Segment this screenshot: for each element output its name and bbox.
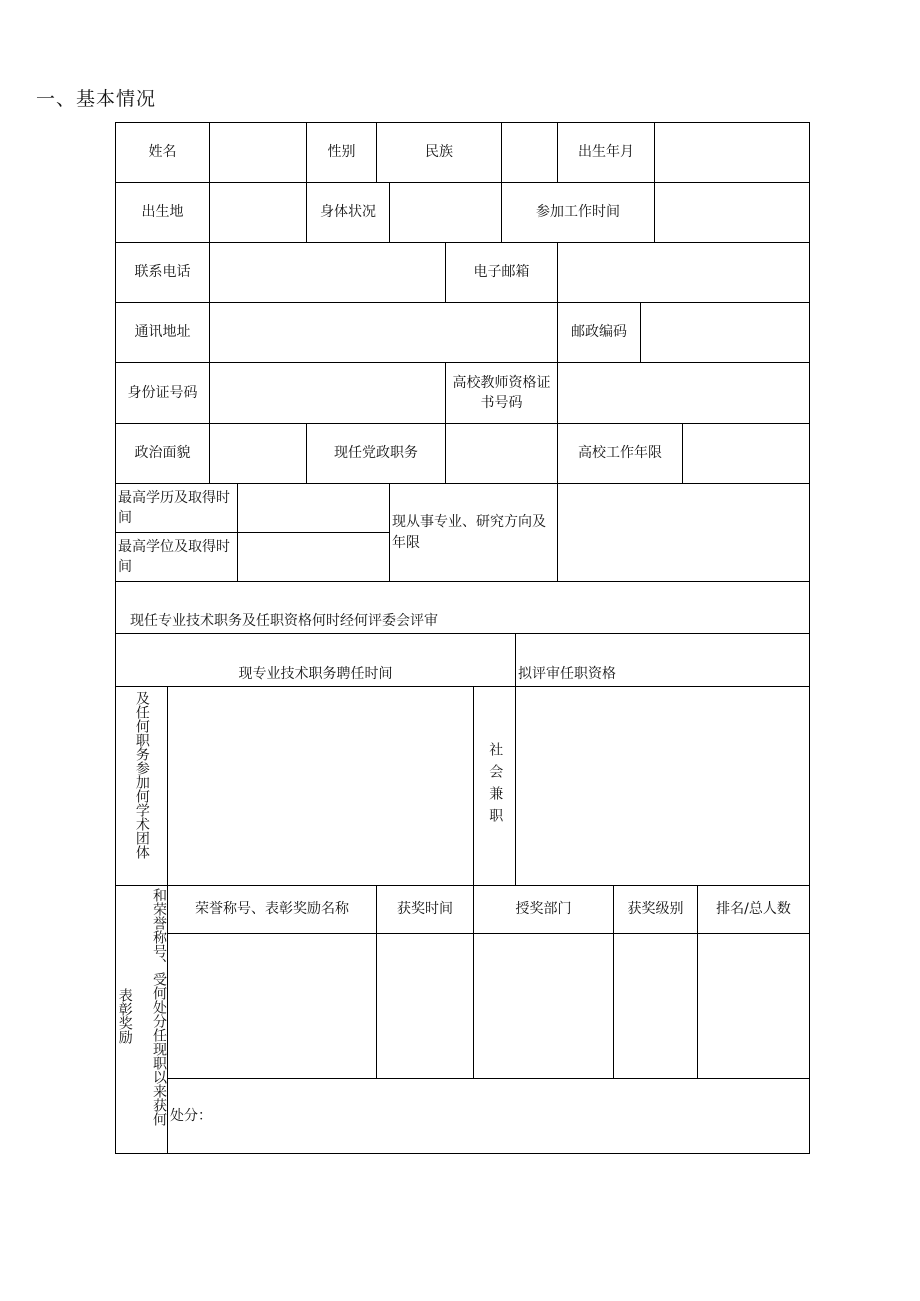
birthplace-label: 出生地	[115, 182, 210, 243]
awards-dept-field[interactable]	[473, 933, 614, 1079]
phone-field[interactable]	[209, 242, 446, 303]
social-post-field[interactable]	[515, 686, 810, 886]
specialty-field[interactable]	[557, 483, 810, 582]
education-label: 最高学历及取得时间	[115, 483, 238, 533]
college-years-label: 高校工作年限	[557, 423, 683, 484]
name-label: 姓名	[115, 122, 210, 183]
postcode-field[interactable]	[640, 302, 810, 363]
awards-header-level: 获奖级别	[613, 885, 698, 934]
teacher-cert-field[interactable]	[557, 362, 810, 424]
id-number-label: 身份证号码	[115, 362, 210, 424]
id-number-field[interactable]	[209, 362, 446, 424]
party-post-label: 现任党政职务	[306, 423, 446, 484]
awards-level-field[interactable]	[613, 933, 698, 1079]
proposed-qualification-label: 拟评审任职资格	[515, 633, 810, 687]
address-field[interactable]	[209, 302, 558, 363]
gender-label: 性别	[306, 122, 377, 183]
awards-header-rank: 排名/总人数	[697, 885, 810, 934]
current-title-label: 现任专业技术职务及任职资格何时经何评委会评审	[115, 581, 810, 634]
punishment-label: 处分：	[170, 1107, 212, 1124]
punishment-field[interactable]	[167, 1078, 810, 1154]
college-years-field[interactable]	[682, 423, 810, 484]
email-field[interactable]	[557, 242, 810, 303]
birth-date-label: 出生年月	[557, 122, 655, 183]
awards-side-label	[115, 885, 168, 1154]
work-start-field[interactable]	[654, 182, 810, 243]
appoint-time-label: 现专业技术职务聘任时间	[115, 633, 516, 687]
degree-field[interactable]	[237, 532, 390, 582]
political-label: 政治面貌	[115, 423, 210, 484]
awards-time-field[interactable]	[376, 933, 474, 1079]
birthplace-field[interactable]	[209, 182, 307, 243]
postcode-label: 邮政编码	[557, 302, 641, 363]
awards-rank-field[interactable]	[697, 933, 810, 1079]
teacher-cert-label: 高校教师资格证书号码	[445, 362, 558, 424]
social-post-label: 社会兼职	[473, 686, 516, 886]
education-field[interactable]	[237, 483, 390, 533]
degree-label: 最高学位及取得时间	[115, 532, 238, 582]
section-title: 一、基本情况	[36, 88, 157, 110]
birth-date-field[interactable]	[654, 122, 810, 183]
phone-label: 联系电话	[115, 242, 210, 303]
name-field[interactable]	[209, 122, 307, 183]
health-label: 身体状况	[306, 182, 390, 243]
ethnicity-label: 民族	[376, 122, 502, 183]
ethnicity-field[interactable]	[501, 122, 558, 183]
party-post-field[interactable]	[445, 423, 558, 484]
awards-header-name: 荣誉称号、表彰奖励名称	[167, 885, 377, 934]
political-field[interactable]	[209, 423, 307, 484]
awards-header-dept: 授奖部门	[473, 885, 614, 934]
health-field[interactable]	[389, 182, 502, 243]
work-start-label: 参加工作时间	[501, 182, 655, 243]
address-label: 通讯地址	[115, 302, 210, 363]
awards-label: 表彰奖励	[116, 988, 133, 1044]
awards-desc-label: 和荣誉称号、受何处分任现职以来获何	[151, 888, 167, 1126]
awards-name-field[interactable]	[167, 933, 377, 1079]
awards-header-time: 获奖时间	[376, 885, 474, 934]
academic-groups-label: 及任何职务参加何学术团体	[115, 686, 168, 886]
academic-groups-field[interactable]	[167, 686, 474, 886]
specialty-label: 现从事专业、研究方向及年限	[389, 483, 558, 582]
email-label: 电子邮箱	[445, 242, 558, 303]
